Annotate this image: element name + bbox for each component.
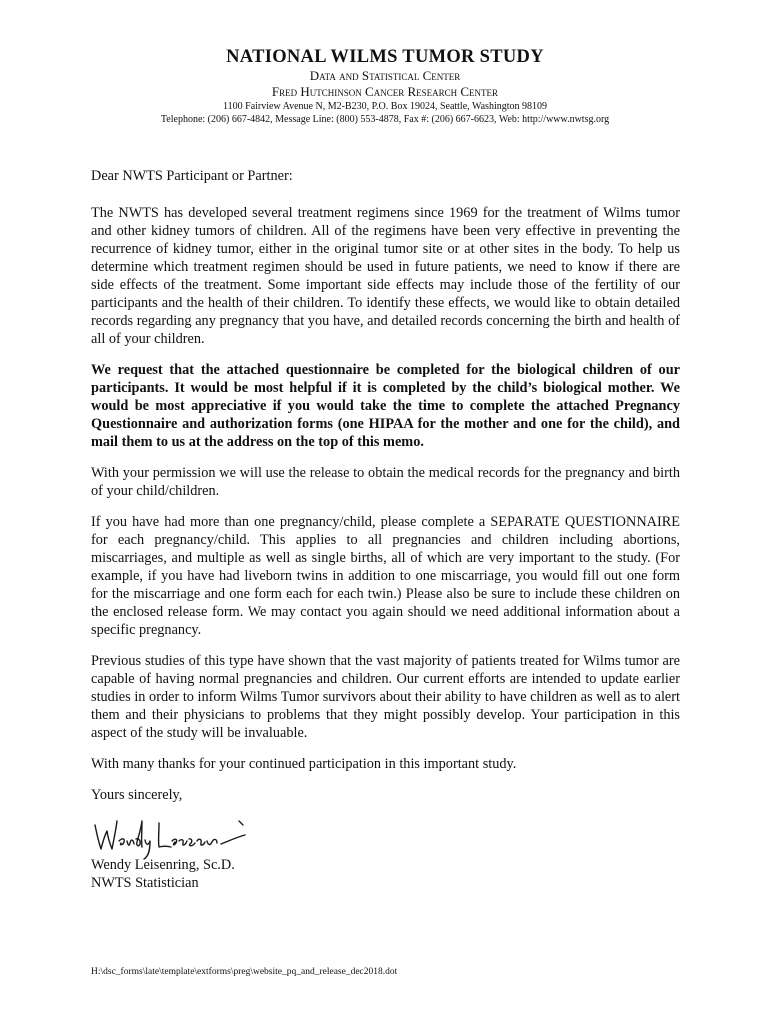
letterhead-center: Data and Statistical Center [309,68,461,83]
letter-body [91,167,680,817]
paragraph-thanks: With many thanks for your continued participation in this important study. [91,756,517,772]
signer-block [91,856,235,892]
footer-file-path: H:\dsc_forms\late\template\extforms\preg\website_pq_and_release_dec2018.dot [91,967,398,977]
salutation: Dear NWTS Participant or Partner: [91,168,293,184]
paragraph-previous-studies: Previous studies of this type have shown that the vast majority of patients treated for Wilms tumor are capable of having normal pregnancies and children. Our current efforts are intended to update earlier studies in order to inform Wilms Tumor survivors about their ability to have children as well as to alert them and their physicians to problems that they might possibly develop. Your participation in this aspect of the study will be invaluable. [91,653,680,741]
letterhead-address: 1100 Fairview Avenue N, M2-B230, P.O. Box 19024, Seattle, Washington 98109 [223,101,547,112]
signer-title: NWTS Statistician [91,875,199,891]
letterhead-title: NATIONAL WILMS TUMOR STUDY [226,47,544,67]
letterhead-institution: Fred Hutchinson Cancer Research Center [271,84,499,99]
paragraph-intro: The NWTS has developed several treatment regimens since 1969 for the treatment of Wilms tumor and other kidney tumors of children. All of the regimens have been very effective in preventing the recurrence of kidney tumor, either in the original tumor site or at other sites in the body. To help us determine which treatment regimen should be used in future patients, we need to know if there are side effects of the treatment. Some important side effects may include those of the fertility of our participants and the health of their children. To identify these effects, we would like to obtain detailed records regarding any pregnancy that you have, and detailed records concerning the birth and health of all of your children. [91,205,680,347]
paragraph-separate-questionnaire: If you have had more than one pregnancy/child, please complete a SEPARATE QUESTIONNAIRE for each pregnancy/child. This applies to all pregnancies and children including abortions, miscarriages, and multiple as well as single births, all of which are very important to the study. (For example, if you have had liveborn twins in addition to one miscarriage, you would fill out one form for the miscarriage and one form each for each twin.) Please also be sure to include these children on the enclosed release form. We may contact you again should we need additional information about a specific pregnancy. [91,514,680,638]
letterhead [0,46,770,126]
paragraph-request: We request that the attached questionnaire be completed for the biological children of our participants. It would be most helpful if it is completed by the child’s biological mother. We would be most appreciative if you would take the time to complete the attached Pregnancy Questionnaire and authorization forms (one HIPAA for the mother and one for the child), and mail them to us at the address on the top of this memo. [91,362,680,450]
signature-image [89,811,259,861]
letterhead-contact: Telephone: (206) 667-4842, Message Line: (800) 553-4878, Fax #: (206) 667-6623, Web: http://www.nwtsg.org [160,114,610,125]
signer-name: Wendy Leisenring, Sc.D. [91,857,235,873]
paragraph-permission: With your permission we will use the release to obtain the medical records for the pregnancy and birth of your child/children. [91,465,680,499]
closing: Yours sincerely, [91,787,183,803]
